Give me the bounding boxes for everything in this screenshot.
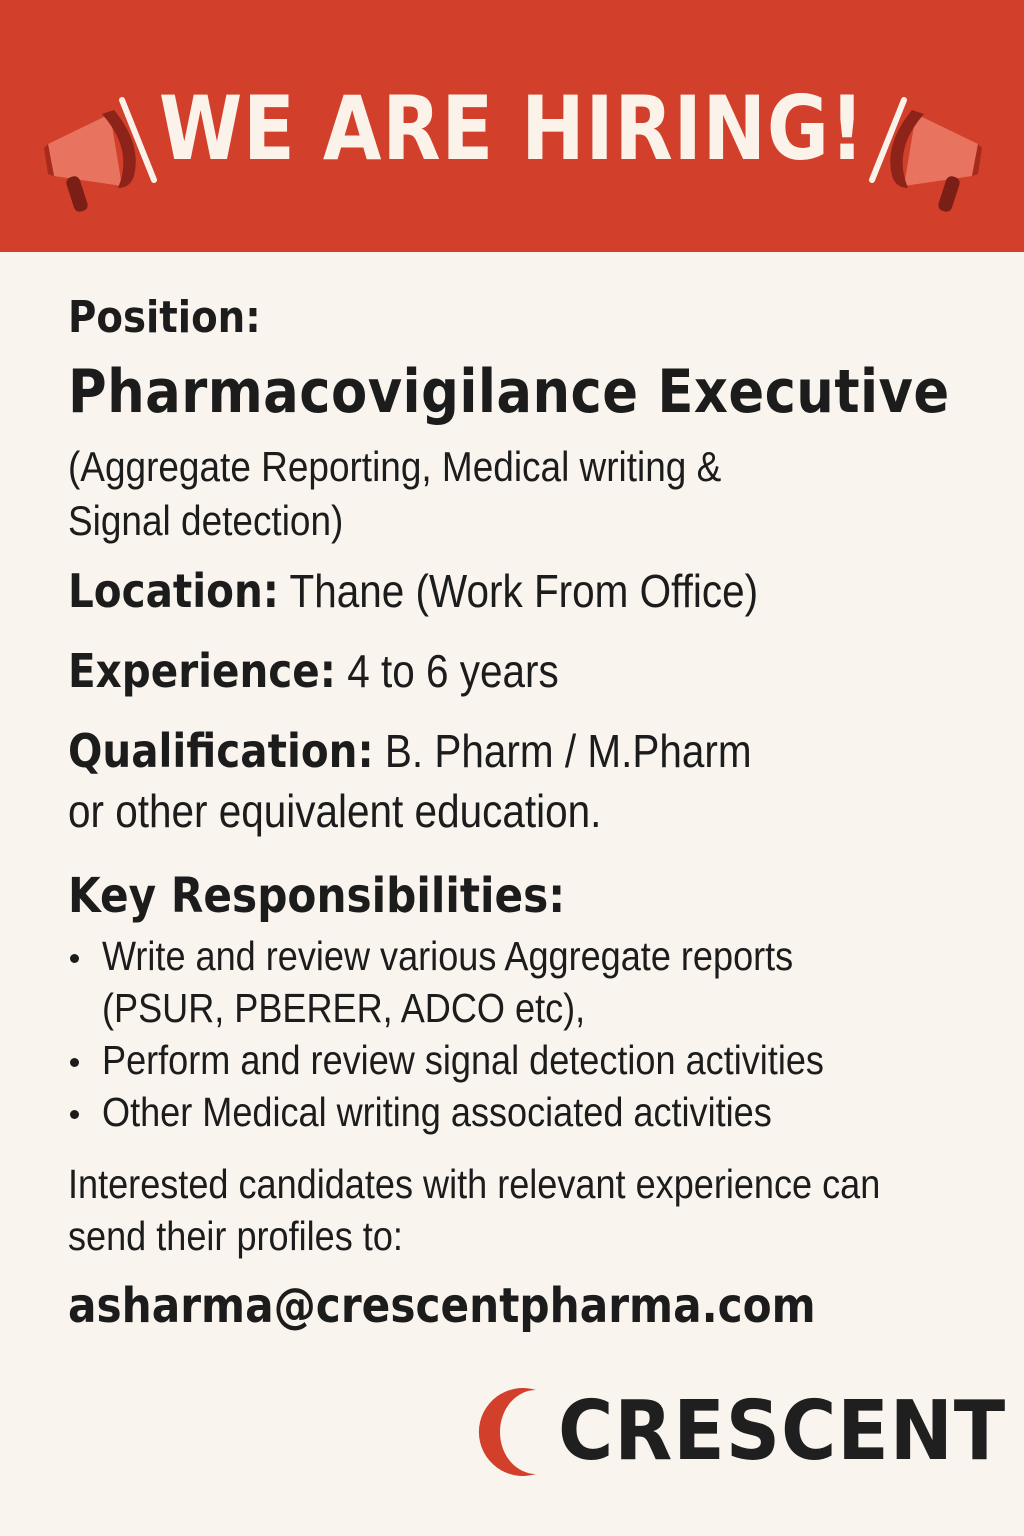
list-item: Write and review various Aggregate reports (PSUR, PBERER, ADCO etc), [68, 930, 902, 1034]
qualification-value: B. Pharm / M.Pharm [384, 725, 752, 777]
position-subtitle: (Aggregate Reporting, Medical writing & Signal detection) [68, 443, 722, 544]
qualification-row [68, 722, 845, 780]
qualification-value-continued: or other equivalent education. [68, 785, 602, 837]
logo-text: CRESCENT [558, 1384, 1007, 1479]
bullet-icon [70, 954, 79, 963]
bullet-icon [70, 1110, 79, 1119]
hiring-banner [0, 0, 1024, 252]
application-instructions: Interested candidates with relevant experience can send their profiles to: [68, 1161, 881, 1259]
position-label: Position: [68, 292, 261, 343]
experience-value: 4 to 6 years [347, 645, 559, 697]
experience-row [68, 642, 626, 700]
qualification-label: Qualification: [68, 724, 374, 778]
position-title: Pharmacovigilance Executive [68, 357, 950, 427]
contact-email-link[interactable]: asharma@crescentpharma.com [68, 1278, 816, 1334]
list-item: Perform and review signal detection activities [68, 1034, 922, 1086]
banner-title: WE ARE HIRING! [158, 77, 866, 180]
responsibilities-list [68, 930, 922, 1138]
location-label: Location: [68, 564, 279, 618]
experience-label: Experience: [68, 644, 336, 698]
location-value: Thane (Work From Office) [289, 565, 759, 617]
bullet-icon [70, 1058, 79, 1067]
list-item: Other Medical writing associated activities [68, 1086, 922, 1138]
crescent-moon-icon [466, 1384, 562, 1480]
location-row [68, 562, 852, 620]
megaphone-icon [846, 92, 996, 232]
responsibilities-heading: Key Responsibilities: [68, 868, 566, 924]
company-logo [466, 1384, 1007, 1480]
